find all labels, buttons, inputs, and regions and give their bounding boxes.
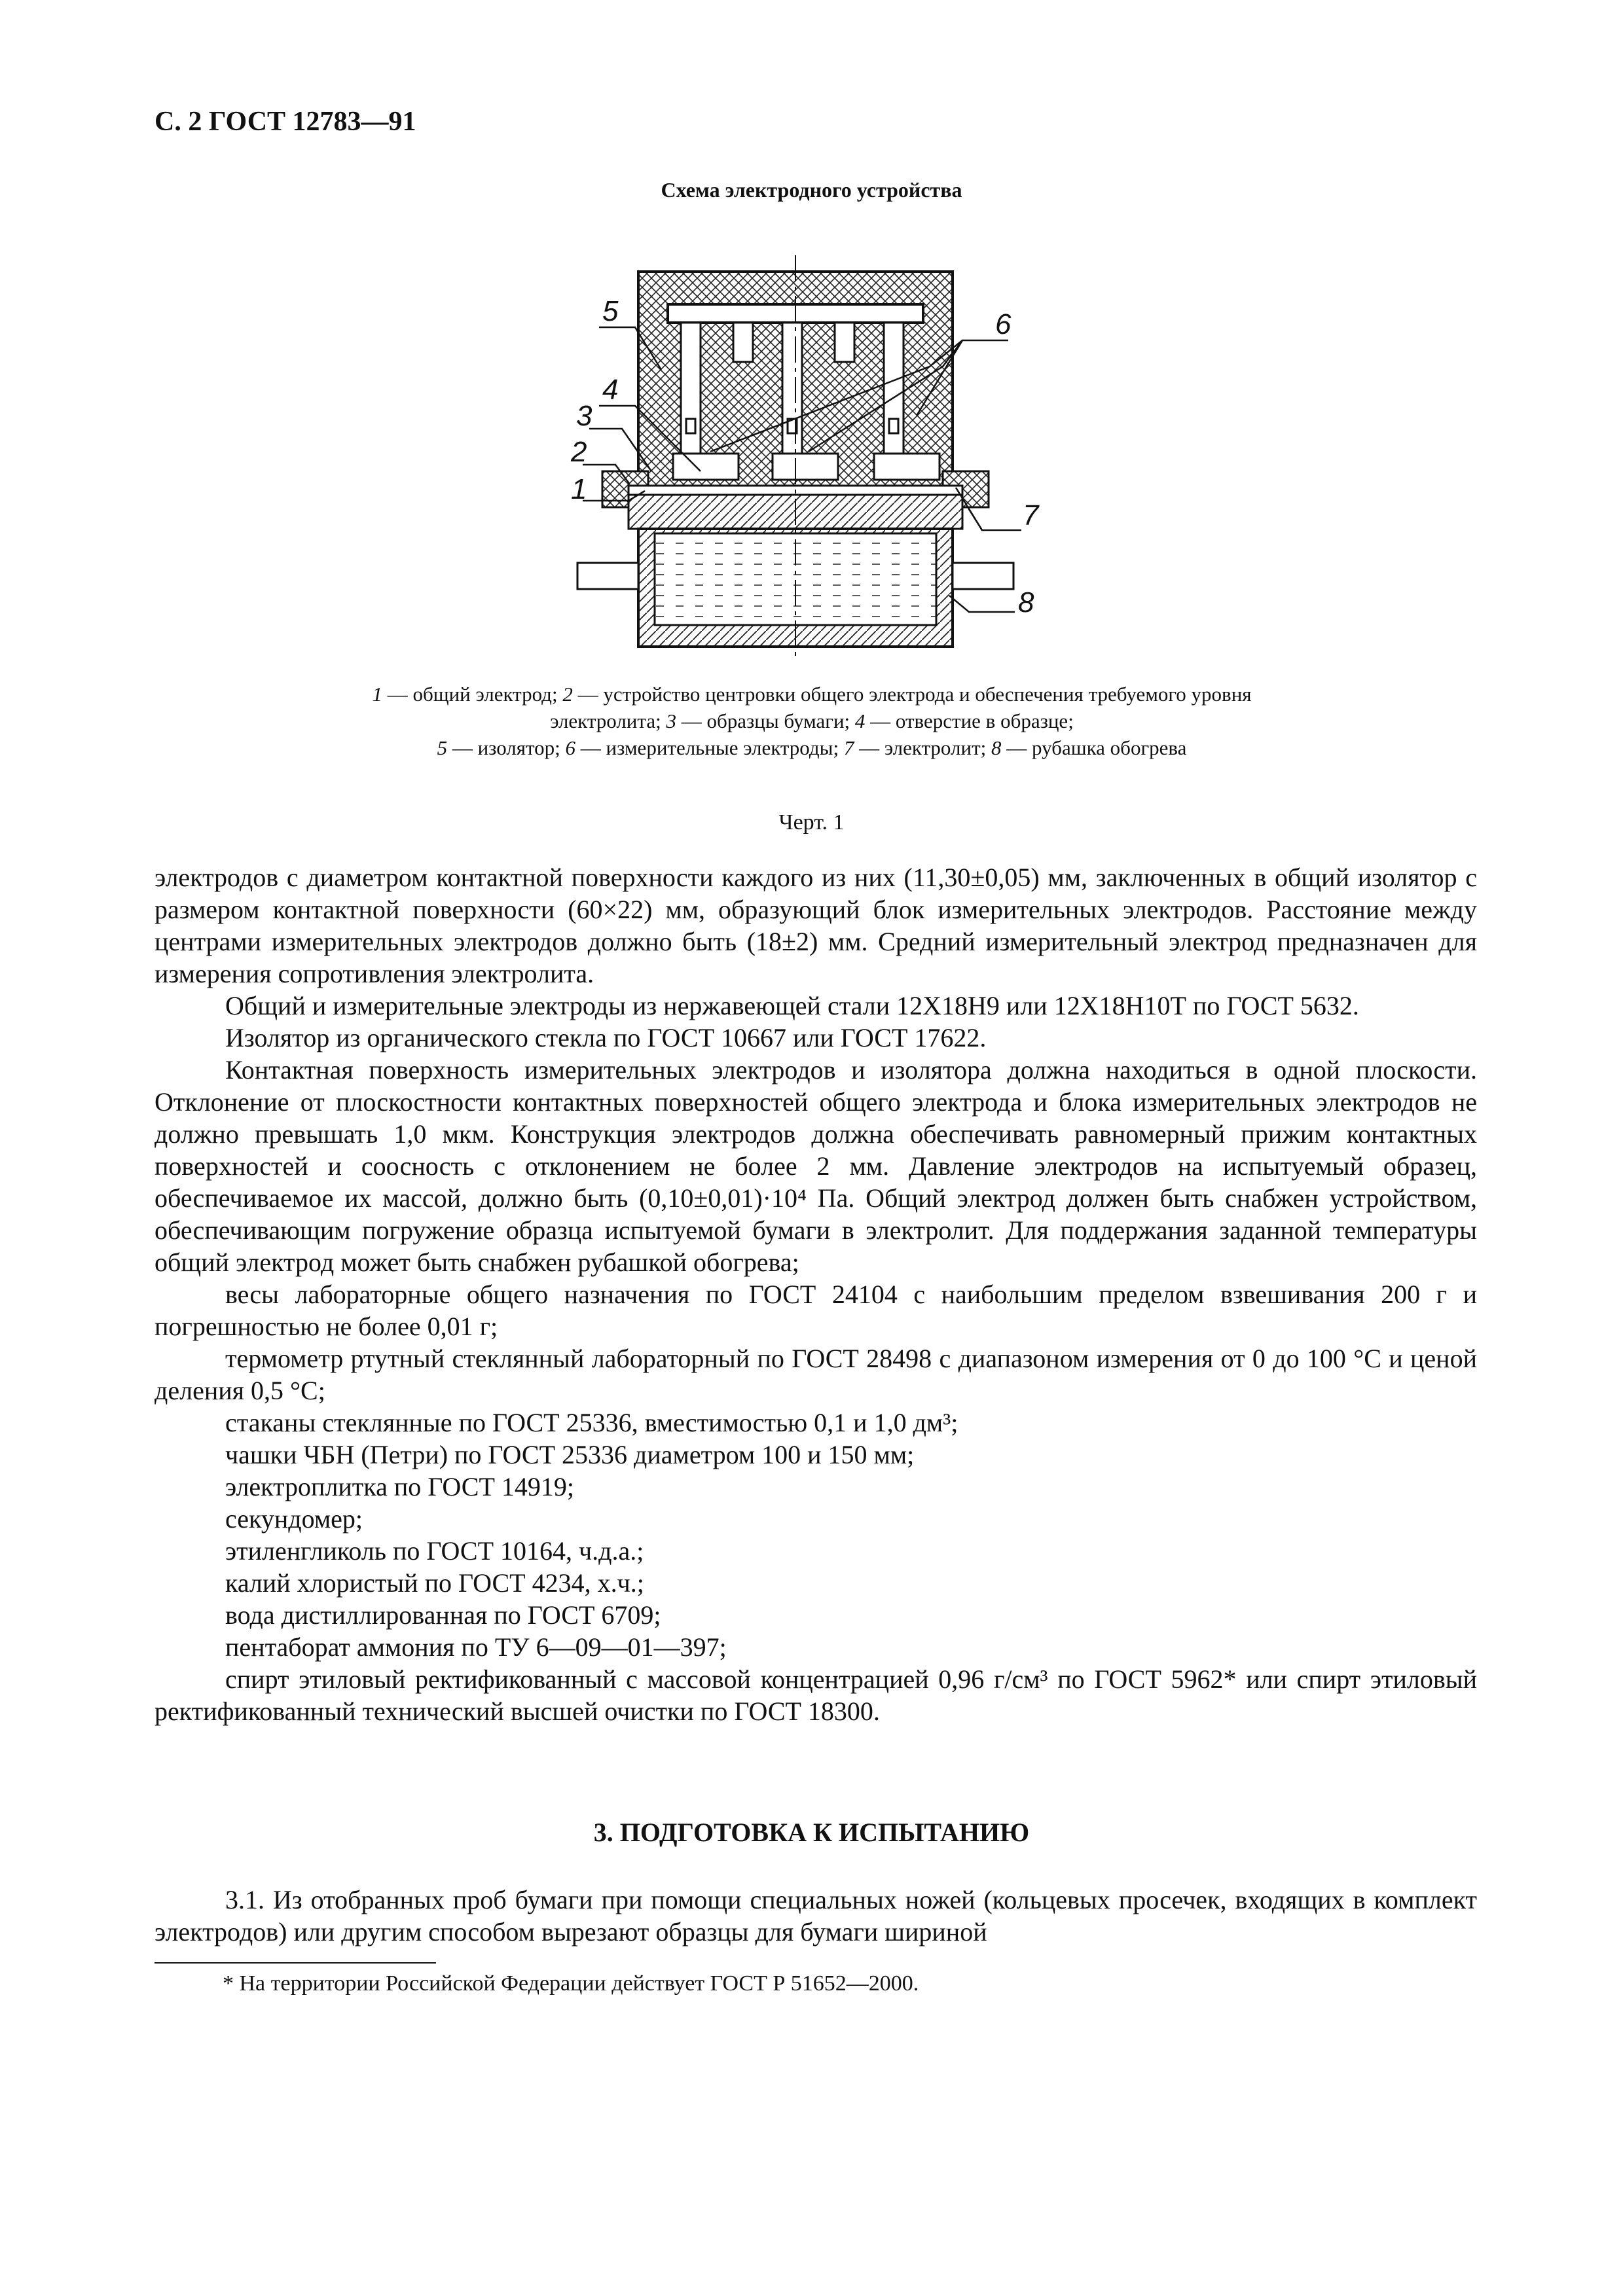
caption-text-6: — измерительные электроды; [575, 736, 844, 759]
caption-text-1: — общий электрод; [382, 683, 563, 706]
label-5: 5 [602, 295, 619, 327]
caption-text-4: — отверстие в образце; [865, 709, 1074, 732]
section-3-text [155, 1884, 1477, 1948]
label-6: 6 [995, 308, 1012, 340]
caption-text-2: — устройство центровки общего электрода и обеспечения требуемого уровня электролита; [550, 683, 1252, 732]
list-item: чашки ЧБН (Петри) по ГОСТ 25336 диаметром 100 и 150 мм; [225, 1440, 915, 1469]
measuring-electrode-right [874, 454, 939, 480]
caption-text-8: — рубашка обогрева [1001, 736, 1187, 759]
caption-num-8: 8 [991, 736, 1002, 759]
main-text [155, 861, 1477, 1727]
list-item: спирт этиловый ректификованный с массовой концентрацией 0,96 г/см³ по ГОСТ 5962* или спирт этиловый ректификованный технический высшей очистки по ГОСТ 18300. [155, 1664, 1477, 1726]
figure-caption [367, 681, 1257, 761]
caption-text-5: — изолятор; [447, 736, 566, 759]
paragraph: 3.1. Из отобранных проб бумаги при помощи специальных ножей (кольцевых просечек, входящих в комплект электродов) или другим способом вырезают образцы для бумаги шириной [155, 1885, 1477, 1946]
caption-num-7: 7 [843, 736, 854, 759]
caption-text-3: — образцы бумаги; [676, 709, 855, 732]
list-item: стаканы стеклянные по ГОСТ 25336, вместимостью 0,1 и 1,0 дм³; [225, 1408, 958, 1437]
label-2: 2 [571, 436, 587, 468]
caption-num-1: 1 [372, 683, 382, 706]
figure-title: Схема электродного устройства [661, 178, 962, 202]
label-1: 1 [571, 473, 587, 505]
measuring-electrode-middle [773, 454, 838, 480]
caption-num-3: 3 [666, 709, 676, 732]
label-3: 3 [576, 400, 593, 432]
section-heading: 3. ПОДГОТОВКА К ИСПЫТАНИЮ [593, 1818, 1030, 1847]
paragraph: Изолятор из органического стекла по ГОСТ 10667 или ГОСТ 17622. [225, 1023, 987, 1052]
list-item: термометр ртутный стеклянный лабораторный по ГОСТ 28498 с диапазоном измерения от 0 до 100 °С и ценой деления 0,5 °С; [155, 1344, 1477, 1405]
list-item: секундомер; [225, 1504, 363, 1534]
caption-num-6: 6 [565, 736, 576, 759]
paragraph: электродов с диаметром контактной поверхности каждого из них (11,30±0,05) мм, заключенных в общий изолятор с размером контактной поверхности (60×22) мм, образующий блок измерительных электродов. Расстояние между центрами измерительных электродов должно быть (18±2) мм. Средний измерительный электрод предназначен для измерения сопротивления электролита. [155, 863, 1477, 988]
paragraph: Контактная поверхность измерительных электродов и изолятора должна находиться в одной плоскости. Отклонение от плоскостности контактных поверхностей общего электрода и блока измерительных электродов не должно превышать 1,0 мкм. Конструкция электродов должна обеспечивать равномерный прижим контактных поверхностей и соосность с отклонением не более 2 мм. Давление электродов на испытуемый образец, обеспечиваемое их массой, должно быть (0,10±0,01)·10⁴ Па. Общий электрод должен быть снабжен устройством, обеспечивающим погружение образца испытуемой бумаги в электролит. Для поддержания заданной температуры общий электрод может быть снабжен рубашкой обогрева; [155, 1055, 1477, 1277]
caption-text-7: — электролит; [854, 736, 991, 759]
drawing-number: Черт. 1 [778, 810, 845, 834]
list-item: вода дистиллированная по ГОСТ 6709; [225, 1600, 661, 1630]
list-item: электроплитка по ГОСТ 14919; [225, 1472, 575, 1501]
label-7: 7 [1023, 499, 1039, 531]
footnote: * На территории Российской Федерации действует ГОСТ Р 51652—2000. [223, 1971, 919, 1996]
label-4: 4 [602, 374, 619, 406]
list-item: весы лабораторные общего назначения по ГОСТ 24104 с наибольшим пределом взвешивания 200 г и погрешностью не более 0,01 г; [155, 1280, 1477, 1341]
caption-num-2: 2 [562, 683, 573, 706]
electrode-device-diagram [537, 255, 1100, 661]
footnote-divider [155, 1962, 436, 1964]
label-8: 8 [1018, 586, 1034, 619]
paragraph: Общий и измерительные электроды из нержавеющей стали 12Х18Н9 или 12Х18Н10Т по ГОСТ 5632. [225, 991, 1359, 1020]
measuring-electrode-left [673, 454, 739, 480]
caption-num-4: 4 [854, 709, 866, 732]
caption-num-5: 5 [437, 736, 448, 759]
list-item: пентаборат аммония по ТУ 6—09—01—397; [225, 1632, 727, 1662]
running-head: С. 2 ГОСТ 12783—91 [155, 107, 416, 137]
list-item: калий хлористый по ГОСТ 4234, х.ч.; [225, 1568, 644, 1598]
list-item: этиленгликоль по ГОСТ 10164, ч.д.а.; [225, 1536, 644, 1566]
